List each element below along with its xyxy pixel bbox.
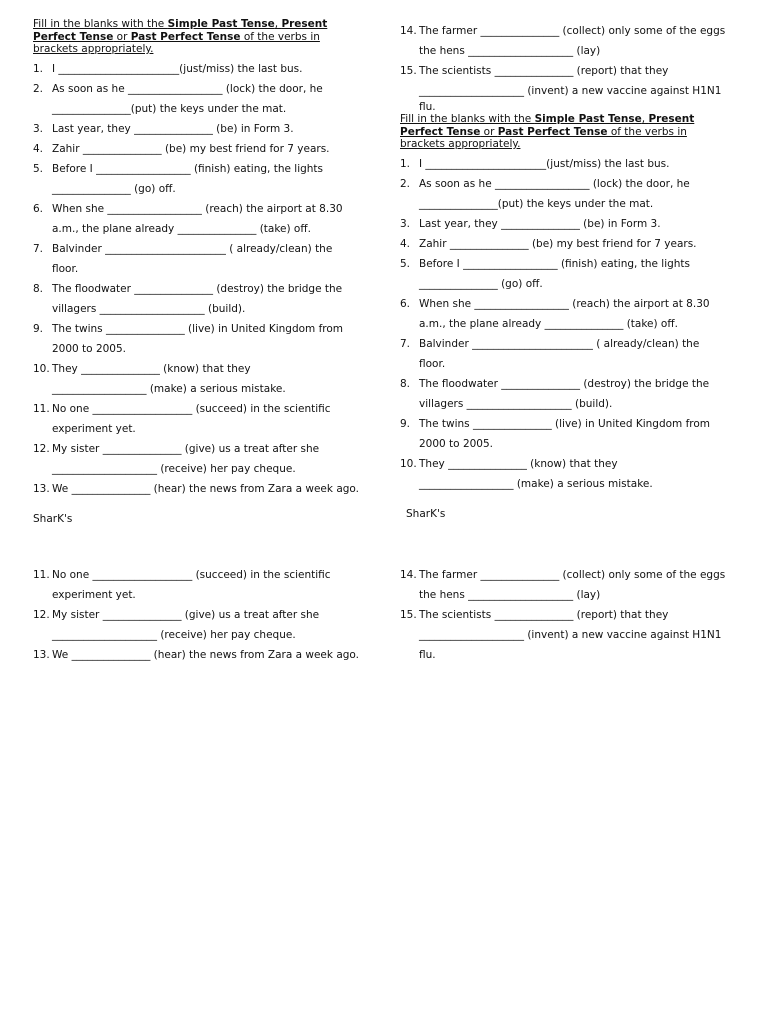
question-14: 14. The farmer _______________ (collect) only some of the eggs the hens ____________________ (lay) (400, 25, 726, 57)
question-11: 11. No one ___________________ (succeed) in the scientific experiment yet. (33, 569, 331, 601)
question-6: 6. When she __________________ (reach) the airport at 8.30 a.m., the plane already _______________ (take) off. (400, 297, 710, 330)
left-worksheet (33, 18, 368, 529)
question-5: 5. Before I __________________ (finish) eating, the lights _______________ (go) off. (33, 162, 324, 195)
question-1: 1. I _______________________(just/miss) the last bus. (33, 62, 303, 75)
lower-right-worksheet (400, 565, 735, 665)
question-3: 3. Last year, they _______________ (be) in Form 3. (400, 217, 661, 230)
question-10: 10. They _______________ (know) that they __________________ (make) a serious mistake. (33, 362, 286, 395)
question-15: 15. The scientists _______________ (report) that they ____________________ (invent) a new vaccine against H1N1 flu. (400, 609, 722, 661)
question-4: 4. Zahir _______________ (be) my best friend for 7 years. (400, 237, 697, 250)
question-7: 7. Balvinder _______________________ ( already/clean) the floor. (400, 337, 700, 370)
lower-left-worksheet (33, 565, 368, 665)
instructions-heading: Fill in the blanks with the Simple Past Tense, Present Perfect Tense or Past Perfect Tense of the verbs in brackets appropriately. (400, 113, 695, 150)
question-1: 1. I _______________________(just/miss) the last bus. (400, 157, 670, 170)
question-12: 12. My sister _______________ (give) us a treat after she ____________________ (receive) her pay cheque. (33, 442, 320, 475)
question-list (33, 59, 368, 499)
question-3: 3. Last year, they _______________ (be) in Form 3. (33, 122, 294, 135)
question-10: 10. They _______________ (know) that they __________________ (make) a serious mistake. (400, 457, 653, 490)
question-11: 11. No one ___________________ (succeed) in the scientific experiment yet. (33, 402, 331, 435)
question-6: 6. When she __________________ (reach) the airport at 8.30 a.m., the plane already _______________ (take) off. (33, 202, 343, 235)
question-7: 7. Balvinder _______________________ ( already/clean) the floor. (33, 242, 333, 275)
question-9: 9. The twins _______________ (live) in United Kingdom from 2000 to 2005. (400, 417, 711, 450)
question-4: 4. Zahir _______________ (be) my best friend for 7 years. (33, 142, 330, 155)
question-2: 2. As soon as he __________________ (lock) the door, he _______________(put) the keys under the mat. (33, 82, 323, 115)
signature: SharK's (406, 507, 446, 520)
question-5: 5. Before I __________________ (finish) eating, the lights _______________ (go) off. (400, 257, 691, 290)
question-12: 12. My sister _______________ (give) us a treat after she ____________________ (receive) her pay cheque. (33, 609, 320, 641)
question-2: 2. As soon as he __________________ (lock) the door, he _______________(put) the keys under the mat. (400, 177, 690, 210)
question-9: 9. The twins _______________ (live) in United Kingdom from 2000 to 2005. (33, 322, 344, 355)
right-worksheet (400, 21, 735, 524)
signature: SharK's (33, 512, 73, 525)
question-14: 14. The farmer _______________ (collect) only some of the eggs the hens ____________________ (lay) (400, 569, 726, 601)
question-8: 8. The floodwater _______________ (destroy) the bridge the villagers ____________________ (build). (400, 377, 710, 410)
instructions-heading: Fill in the blanks with the Simple Past Tense, Present Perfect Tense or Past Perfect Tense of the verbs in brackets appropriately. (33, 18, 328, 55)
question-15: 15. The scientists _______________ (report) that they ____________________ (invent) a new vaccine against H1N1 flu. (400, 65, 722, 113)
question-13: 13. We _______________ (hear) the news from Zara a week ago. (33, 482, 359, 495)
question-13: 13. We _______________ (hear) the news from Zara a week ago. (33, 649, 359, 661)
question-8: 8. The floodwater _______________ (destroy) the bridge the villagers ____________________ (build). (33, 282, 343, 315)
